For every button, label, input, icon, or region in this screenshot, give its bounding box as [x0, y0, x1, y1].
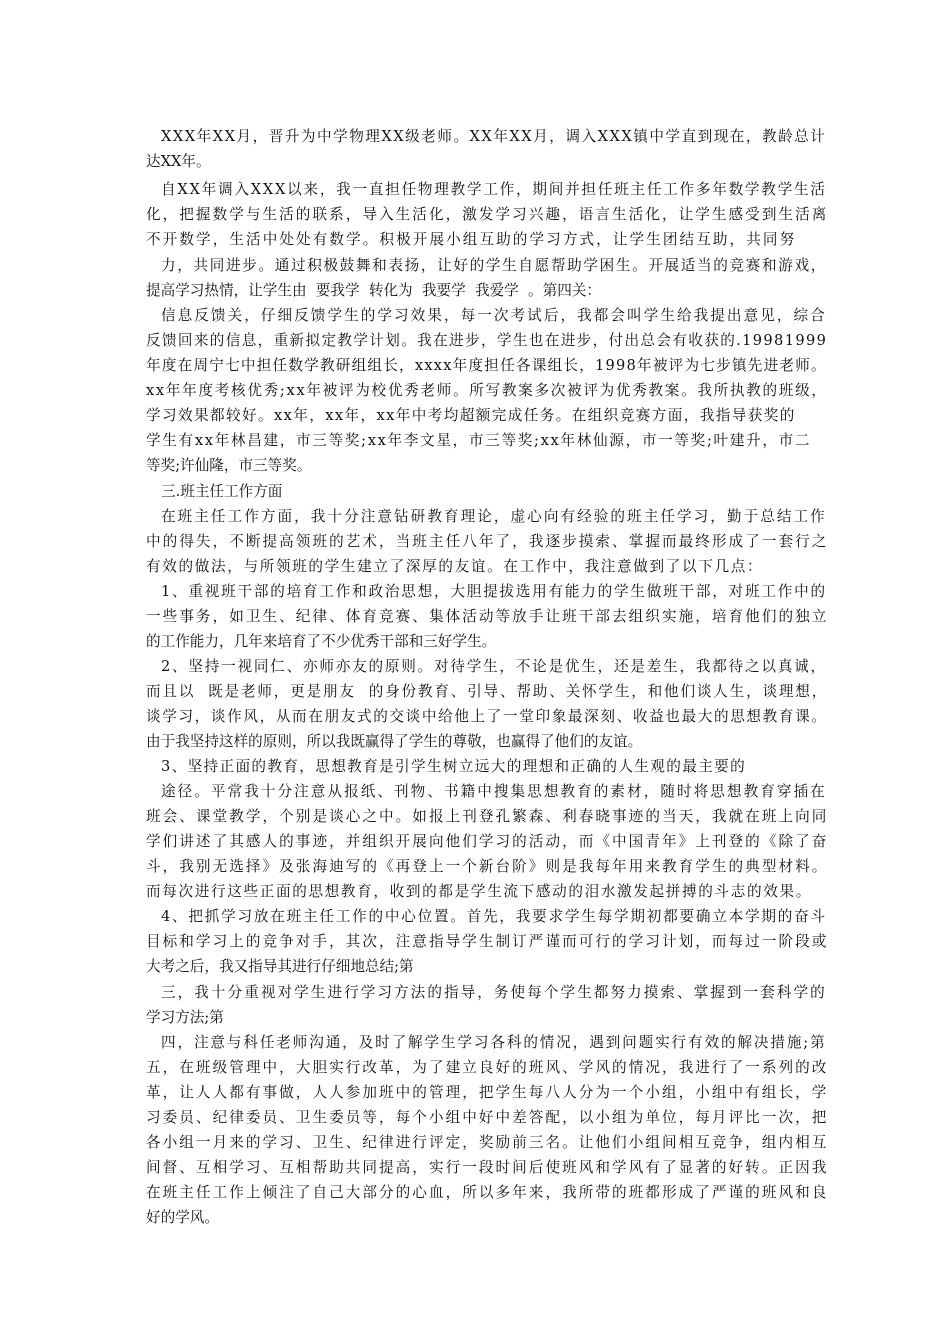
text-line: 信息反馈关，仔细反馈学生的学习效果，每一次考试后，我都会叫学生给我提出意见，综合 [161, 307, 827, 324]
text-line: 由于我坚持这样的原则，所以我既赢得了学生的尊敬，也赢得了他们的友谊。 [146, 733, 643, 750]
text-line: 谈学习，谈作风，从而在朋友式的交谈中给他上了一堂印象最深刻、收益也最大的思想教育课。 [146, 708, 828, 725]
text-line: 间督、互相学习、互相帮助共同提高，实行一段时间后使班风和学风有了显著的好转。正因我 [146, 1159, 829, 1176]
text-line: 四，注意与科任老师沟通，及时了解学生学习各科的情况，遇到问题实行有效的解决措施;第 [161, 1034, 827, 1051]
text-line: 三.班主任工作方面 [161, 483, 283, 500]
text-line: 1、重视班干部的培育工作和政治思想，大胆提拔选用有能力的学生做班干部，对班工作中的 [161, 583, 827, 600]
text-line: 中的得失，不断提高领班的艺术，当班主任八年了，我逐步摸索、掌握而最终形成了一套行之 [146, 533, 829, 550]
text-line: 力，共同进步。通过积极鼓舞和表扬，让好的学生自愿帮助学困生。开展适当的竞赛和游戏， [161, 257, 827, 274]
text-line: 学习效果都较好。xx年，xx年，xx年中考均超额完成任务。在组织竞赛方面，我指导获奖的 [146, 407, 796, 424]
text-line: 斗，我别无选择》及张海迪写的《再登上一个新台阶》则是我每年用来教育学生的典型材料。 [146, 858, 829, 875]
text-line: 在班主任工作上倾注了自己大部分的心血，所以多年来，我所带的班都形成了严谨的班风和良 [146, 1184, 829, 1201]
text-line: 学生有xx年林昌建，市三等奖;xx年李文星，市三等奖;xx年林仙源，市一等奖;叶建升，市二 [146, 432, 812, 449]
text-line: 不开数学，生活中处处有数学。积极开展小组互助的学习方式，让学生团结互助，共同努 [146, 231, 797, 248]
text-line: 4、把抓学习放在班主任工作的中心位置。首先，我要求学生每学期初都要确立本学期的奋斗 [161, 908, 827, 925]
text-line: 等奖;许仙隆，市三等奖。 [146, 457, 312, 474]
text-line: 达XX年。 [146, 153, 211, 170]
text-line: 五，在班级管理中，大胆实行改革，为了建立良好的班风、学风的情况，我进行了一系列的改 [146, 1059, 829, 1076]
text-line: 学们讲述了其感人的事迹，并组织开展向他们学习的活动，而《中国青年》上刊登的《除了奋 [146, 833, 829, 850]
text-line: 各小组一月来的学习、卫生、纪律进行评定，奖励前三名。让他们小组间相互竞争，组内相互 [146, 1134, 829, 1151]
text-line: 化，把握数学与生活的联系，导入生活化，激发学习兴趣，语言生活化，让学生感受到生活离 [146, 206, 829, 223]
text-line: 学习方法;第 [146, 1009, 224, 1026]
text-line: 途径。平常我十分注意从报纸、刊物、书籍中搜集思想教育的素材，随时将思想教育穿插在 [161, 783, 827, 800]
text-line: xx年年度考核优秀;xx年被评为校优秀老师。所写教案多次被评为优秀教案。我所执教的班级， [146, 382, 828, 399]
text-line: 的工作能力，几年来培育了不少优秀干部和三好学生。 [146, 633, 497, 650]
text-line: XXX年XX月，晋升为中学物理XX级老师。XX年XX月，调入XXX镇中学直到现在，教龄总计 [161, 128, 827, 145]
text-line: 有效的做法，与所领班的学生建立了深厚的友谊。在工作中，我注意做到了以下几点： [146, 558, 764, 575]
text-line: 大考之后，我又指导其进行仔细地总结;第 [146, 958, 414, 975]
text-line: 而且以 既是老师，更是朋友 的身份教育、引导、帮助、关怀学生，和他们谈人生，谈理想， [146, 683, 829, 700]
text-line: 好的学风。 [146, 1209, 219, 1226]
text-line: 而每次进行这些正面的思想教育，收到的都是学生流下感动的泪水激发起拼搏的斗志的效果。 [146, 883, 812, 900]
text-line: 习委员、纪律委员、卫生委员等，每个小组中好中差答配，以小组为单位，每月评比一次，把 [146, 1109, 829, 1126]
text-line: 革，让人人都有事做，人人参加班中的管理，把学生每八人分为一个小组，小组中有组长，学 [146, 1084, 829, 1101]
text-line: 年度在周宁七中担任数学教研组组长，xxxx年度担任各课组长，1998年被评为七步镇先进老师。 [146, 357, 827, 374]
text-line: 自XX年调入XXX以来，我一直担任物理教学工作，期间并担任班主任工作多年数学教学生活 [161, 181, 827, 198]
text-line: 目标和学习上的竞争对手，其次，注意指导学生制订严谨而可行的学习计划，而每过一阶段或 [146, 933, 829, 950]
text-line: 3、坚持正面的教育，思想教育是引学生树立远大的理想和正确的人生观的最主要的 [161, 758, 747, 775]
text-line: 班会、课堂教学，个别是谈心之中。如报上刊登孔繁森、利春晓事迹的当天，我就在班上向同 [146, 808, 829, 825]
text-line: 提高学习热情，让学生由 要我学 转化为 我要学 我爱学 。第四关： [146, 282, 602, 299]
text-line: 2、坚持一视同仁、亦师亦友的原则。对待学生，不论是优生，还是差生，我都待之以真诚， [161, 658, 827, 675]
text-line: 一些事务，如卫生、纪律、体育竞赛、集体活动等放手让班干部去组织实施，培育他们的独立 [146, 608, 829, 625]
text-line: 反馈回来的信息，重新拟定教学计划。我在进步，学生也在进步，付出总会有收获的.19981999 [146, 332, 828, 349]
text-line: 在班主任工作方面，我十分注意钻研教育理论，虚心向有经验的班主任学习，勤于总结工作 [161, 508, 827, 525]
text-line: 三，我十分重视对学生进行学习方法的指导，务使每个学生都努力摸索、掌握到一套科学的 [161, 984, 827, 1001]
